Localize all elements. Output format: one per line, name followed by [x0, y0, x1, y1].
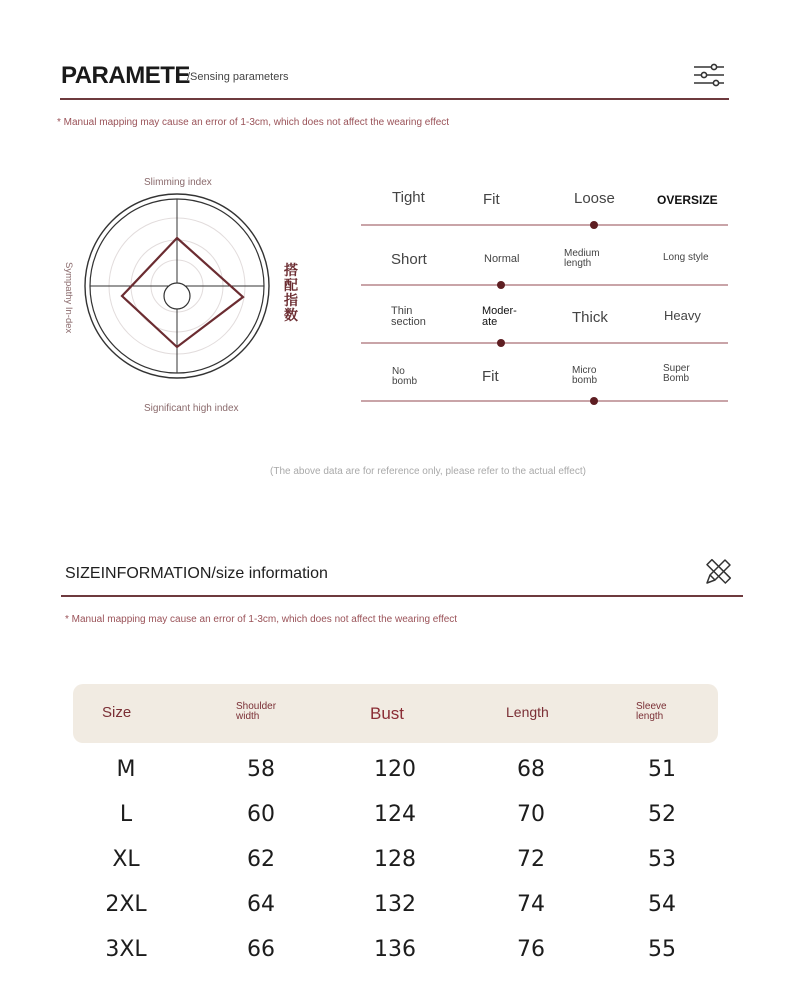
- table-cell: 60: [247, 802, 275, 827]
- radar-top-label: Slimming index: [144, 177, 212, 188]
- table-cell: 64: [247, 892, 275, 917]
- scale-option: Medium length: [564, 248, 600, 269]
- table-cell: 51: [648, 757, 676, 782]
- size-info-title: SIZEINFORMATION/size information: [65, 565, 328, 582]
- sliders-icon: [692, 62, 726, 93]
- scale-option: Moder-ate: [482, 305, 517, 328]
- header-shoulder: Shoulder width: [236, 701, 277, 722]
- scale-dot-length: [497, 281, 505, 289]
- scale-line-length: [361, 284, 728, 286]
- table-cell: 68: [517, 757, 545, 782]
- scale-option: Fit: [482, 368, 499, 385]
- parameters-note: * Manual mapping may cause an error of 1-3cm, which does not affect the wearing effect: [57, 117, 450, 128]
- table-cell: 70: [517, 802, 545, 827]
- scale-option: Heavy: [664, 308, 701, 323]
- radar-right-label: 搭配指数: [284, 263, 298, 324]
- scale-option: No bomb: [392, 366, 418, 387]
- scale-line-fit: [361, 224, 728, 226]
- scale-dot-thickness: [497, 339, 505, 347]
- size-info-note: * Manual mapping may cause an error of 1-3cm, which does not affect the wearing effect: [65, 614, 458, 625]
- scale-option: Thin section: [391, 305, 426, 328]
- scale-option: Fit: [483, 191, 500, 208]
- header-length: Length: [506, 704, 549, 720]
- table-cell: 128: [374, 847, 416, 872]
- table-cell: 120: [374, 757, 416, 782]
- scale-dot-elasticity: [590, 397, 598, 405]
- table-cell: 58: [247, 757, 275, 782]
- table-cell: 54: [648, 892, 676, 917]
- scale-option: Short: [391, 251, 427, 268]
- size-table-header: [73, 684, 718, 743]
- table-cell: 62: [247, 847, 275, 872]
- reference-disclaimer: (The above data are for reference only, please refer to the actual effect): [270, 466, 586, 477]
- scale-option: Thick: [572, 309, 608, 326]
- table-cell: 136: [374, 937, 416, 962]
- table-cell: 52: [648, 802, 676, 827]
- scale-dot-fit: [590, 221, 598, 229]
- scale-option: Super Bomb: [663, 363, 690, 384]
- scale-line-thickness: [361, 342, 728, 344]
- table-cell: 72: [517, 847, 545, 872]
- parameters-subtitle: /Sensing parameters: [187, 71, 289, 83]
- parameters-divider: [60, 98, 729, 100]
- table-cell: 53: [648, 847, 676, 872]
- table-cell: M: [116, 757, 136, 782]
- table-cell: 76: [517, 937, 545, 962]
- table-cell: 2XL: [105, 892, 147, 917]
- table-cell: L: [119, 802, 133, 827]
- table-cell: XL: [112, 847, 140, 872]
- scale-option: OVERSIZE: [657, 193, 718, 207]
- radar-center: [164, 283, 190, 309]
- radar-left-label: Sympathy In-dex: [63, 262, 74, 334]
- radar-bottom-label: Significant high index: [144, 403, 239, 414]
- scale-option: Tight: [392, 189, 425, 206]
- table-cell: 3XL: [105, 937, 147, 962]
- radar-chart: [82, 190, 272, 385]
- parameters-title: PARAMETE: [61, 62, 190, 89]
- table-cell: 132: [374, 892, 416, 917]
- scale-line-elasticity: [361, 400, 728, 402]
- header-size: Size: [102, 704, 132, 721]
- scale-option: Micro bomb: [572, 365, 598, 386]
- table-cell: 66: [247, 937, 275, 962]
- scale-option: Long style: [663, 252, 709, 263]
- scale-option: Normal: [484, 253, 520, 265]
- scale-option: Loose: [574, 190, 615, 207]
- size-info-divider: [61, 595, 743, 597]
- ruler-pencil-icon: [703, 557, 733, 592]
- header-bust: Bust: [370, 704, 405, 723]
- table-cell: 74: [517, 892, 545, 917]
- table-cell: 124: [374, 802, 416, 827]
- table-cell: 55: [648, 937, 676, 962]
- header-sleeve: Sleeve length: [636, 701, 667, 722]
